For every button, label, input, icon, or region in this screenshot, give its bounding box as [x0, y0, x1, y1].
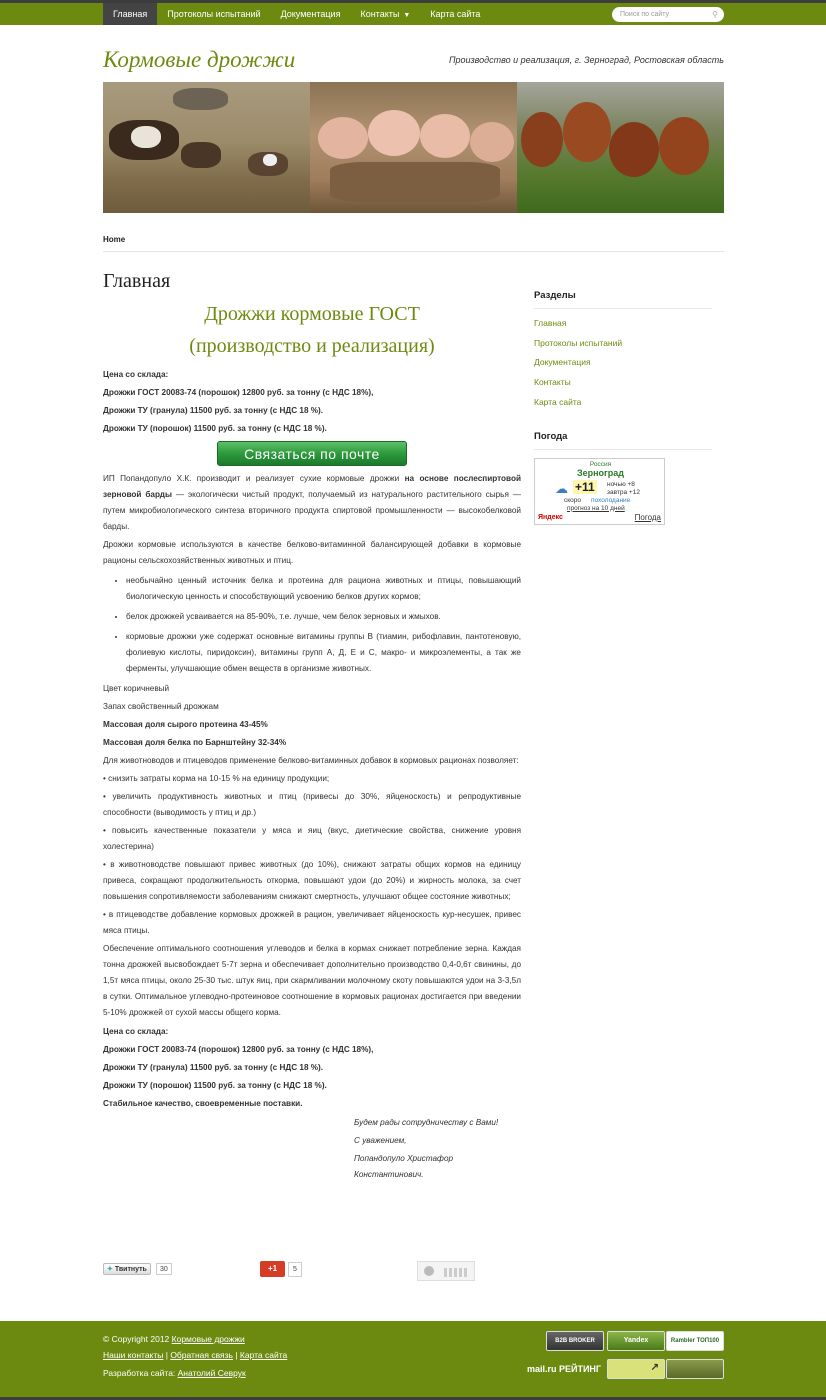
top-navigation-bar [0, 0, 826, 25]
price-gost-powder: Дрожжи ГОСТ 20083-74 (порошок) 12800 руб. за тонну (с НДС 18%), [103, 388, 374, 397]
chevron-down-icon: ▼ [403, 12, 411, 19]
price-tu-powder-2: Дрожжи ТУ (порошок) 11500 руб. за тонну (с НДС 18 %). [103, 1081, 327, 1090]
thumb-icon [424, 1266, 434, 1276]
weather-city: Зерноград [576, 467, 625, 478]
signature-line: С уважением, [354, 1136, 407, 1145]
developer-link[interactable]: Анатолий Севрук [177, 1368, 246, 1378]
weather-forecast-link[interactable]: прогноз на 10 дней [567, 504, 625, 512]
content-heading-line-2: (производство и реализация) [189, 335, 435, 357]
price-header-2: Цена со склада: [103, 1027, 169, 1036]
cows-photo [103, 82, 310, 213]
nav-item-contacts-label: Контакты [360, 9, 400, 19]
weather-soon: скоро [564, 496, 582, 504]
quality-statement: Стабильное качество, своевременные поставки. [103, 1099, 303, 1108]
smell-property: Запах свойственный дрожжам [103, 702, 219, 711]
liveinternet-counter[interactable] [607, 1359, 665, 1379]
nav-item-sitemap[interactable]: Карта сайта [430, 9, 481, 19]
contact-by-mail-button[interactable]: Связаться по почте [217, 441, 407, 466]
breadcrumb[interactable]: Home [103, 235, 126, 244]
weather-link[interactable]: Погода [634, 512, 661, 522]
rain-cloud-icon: ☁ [555, 480, 568, 496]
benefit-item: • снизить затраты корма на 10-15 % на единицу продукции; [103, 774, 330, 783]
benefit-item: • увеличить продуктивность животных и птиц (привесы до 30%, яйценоскость) и репродуктивные способности (выводимость у птиц и др.) [103, 792, 521, 817]
content-heading-line-1: Дрожжи кормовые ГОСТ [204, 303, 420, 325]
page-title: Главная [103, 270, 171, 292]
price-tu-powder: Дрожжи ТУ (порошок) 11500 руб. за тонну (с НДС 18 %). [103, 424, 327, 433]
protein-barnstein-property: Массовая доля белка по Барнштейну 32-34% [103, 738, 287, 747]
tweet-button[interactable] [103, 1263, 151, 1275]
sidebar-item-sitemap[interactable]: Карта сайта [534, 396, 582, 407]
footer-link-feedback[interactable]: Обратная связь [170, 1350, 233, 1360]
footer [0, 1321, 826, 1400]
sidebar-item-docs[interactable]: Документация [534, 357, 591, 368]
list-item: • необычайно ценный источник белка и протеина для рациона животных и птицы, повышающий биологическую ценность и способствующий усвоению белков других кормов; [126, 573, 521, 605]
footer-links [103, 1350, 287, 1360]
footer-link-sitemap[interactable]: Карта сайта [239, 1350, 288, 1360]
benefits-list [126, 573, 521, 677]
site-logo[interactable]: Кормовые дрожжи [103, 47, 296, 72]
list-item: • кормовые дрожжи уже содержат основные витамины группы В (тиамин, рибофлавин, пантотеновую, фолиевую кислоты, пиридоксин), витамины групп А, Д, Е и С, макро- и микроэлементы, а так же ферменты, улучшающие обмен веществ в организме животных. [126, 629, 521, 677]
bars-icon [444, 1268, 468, 1277]
chickens-photo [517, 82, 724, 213]
list-item: • белок дрожжей усваивается на 85-90%, т.е. лучше, чем белок зерновых и жмыхов. [126, 609, 521, 625]
protein-raw-property: Массовая доля сырого протеина 43-45% [103, 720, 268, 729]
price-tu-granule: Дрожжи ТУ (гранула) 11500 руб. за тонну (с НДС 18 %). [103, 406, 324, 415]
copyright [103, 1334, 245, 1344]
pigs-photo [310, 82, 517, 213]
copyright-text: © Copyright 2012 [103, 1334, 172, 1344]
nav-item-home[interactable]: Главная [103, 3, 157, 25]
tweet-count: 30 [156, 1263, 172, 1275]
google-plus-button[interactable]: +1 [260, 1261, 285, 1277]
site-tagline: Производство и реализация, г. Зерноград, Ростовская область [448, 55, 724, 65]
footer-separator: | [232, 1350, 240, 1360]
nav-item-protocols[interactable]: Протоколы испытаний [167, 9, 261, 19]
weather-tomorrow: завтра +12 [607, 488, 640, 496]
benefit-item: • в животноводстве повышают привес животных (до 10%), снижают затраты общих кормов на единицу привеса, сокращают продолжительность откорма, повышают удои (до 20%) и жирность молока, за счет повышения сопротивляемости заболеваниям снижают смертность, улучшают общее состояние животных; [103, 860, 521, 901]
search-icon[interactable]: ⚲ [712, 10, 718, 19]
weather-cooling: похолодание [591, 496, 631, 504]
benefit-item: • повысить качественные показатели у мяса и яиц (вкус, диетические свойства, снижение уровня холестерина) [103, 826, 521, 851]
sidebar [534, 290, 712, 525]
main-nav [103, 3, 490, 25]
sidebar-item-protocols[interactable]: Протоколы испытаний [534, 337, 623, 348]
weather-temp: +11 [575, 479, 595, 494]
arrow-icon: ↗ [650, 1362, 659, 1373]
sections-title: Разделы [534, 290, 712, 309]
sidebar-item-contacts[interactable]: Контакты [534, 377, 571, 388]
intro-paragraph [103, 471, 521, 535]
share-counter-widget[interactable] [417, 1261, 475, 1281]
google-plus-count: 5 [288, 1262, 302, 1277]
search-placeholder: Поиск по сайту [620, 11, 670, 18]
weather-widget[interactable] [534, 458, 665, 525]
tweet-label: Твитнуть [114, 1266, 147, 1273]
yandex-logo[interactable]: Яндекс [538, 513, 563, 521]
weather-country: Россия [589, 460, 612, 468]
nav-item-contacts[interactable] [350, 3, 420, 25]
signature-name: Попандопуло Христафор Константинович. [354, 1154, 454, 1179]
price-gost-powder-2: Дрожжи ГОСТ 20083-74 (порошок) 12800 руб. за тонну (с НДС 18%), [103, 1045, 374, 1054]
footer-separator: | [163, 1350, 171, 1360]
usage-paragraph: Дрожжи кормовые используются в качестве белково-витаминной балансирующей добавки в кормовые рационы сельскохозяйственных животных и птиц. [103, 540, 521, 565]
intro-text-c: — экологически чистый продукт, получаемый из натурального растительного сырья — путем микробиологического синтеза вторичного продукта спиртовой промышленности — высокобелковой барды. [103, 490, 521, 531]
stats-counter[interactable] [666, 1359, 724, 1379]
search-input[interactable] [612, 7, 724, 22]
header-banner-image [103, 82, 724, 213]
intro-text-bold: на основе послеспиртовой зерновой барды [103, 474, 521, 499]
mailru-rating-counter[interactable]: mail.ru РЕЙТИНГ [526, 1364, 602, 1374]
b2b-broker-counter[interactable]: B2B BROKER [546, 1331, 604, 1351]
twitter-icon: ✦ [107, 1266, 113, 1273]
breadcrumb-divider [103, 251, 724, 252]
signature-line: Будем рады сотрудничеству с Вами! [354, 1118, 499, 1127]
benefits-intro: Для животноводов и птицеводов применение белково-витаминных добавок в кормовых рационах позволяет: [103, 756, 519, 765]
footer-link-contacts[interactable]: Наши контакты [103, 1350, 164, 1360]
developer-label: Разработка сайта: [103, 1368, 178, 1378]
social-buttons [103, 1261, 724, 1283]
main-content [103, 270, 521, 1183]
yandex-rating-counter[interactable]: Yandex [607, 1331, 665, 1351]
intro-text-a: ИП Попандопуло Х.К. производит и реализует сухие кормовые дрожжи [103, 474, 405, 483]
color-property: Цвет коричневый [103, 684, 170, 693]
price-header: Цена со склада: [103, 370, 169, 379]
developer-credit [103, 1368, 246, 1378]
weather-night: ночью +8 [607, 480, 635, 488]
rambler-top100-counter[interactable]: Rambler ТОП100 [666, 1331, 724, 1351]
benefit-item: • в птицеводстве добавление кормовых дрожжей в рацион, увеличивает яйценоскость кур-несушек, привес мяса птицы. [103, 910, 521, 935]
price-tu-granule-2: Дрожжи ТУ (гранула) 11500 руб. за тонну (с НДС 18 %). [103, 1063, 324, 1072]
copyright-link[interactable]: Кормовые дрожжи [171, 1334, 245, 1344]
optimal-paragraph: Обеспечение оптимального соотношения углеводов и белка в кормах снижает потребление зерна. Каждая тонна дрожжей высвобождает 5-7т зерна и обеспечивает дополнительно производство 0,4-0,6т свинины, до 1,5т мяса птицы, около 25-30 тыс. штук яиц, при скармливании молочному скоту повышаются удои на 3-3,5л в сутки. Оптимальное углеводно-протеиновое соотношение в кормовых рационах достигается при введении 5-10% дрожжей от сухой массы общего корма. [103, 944, 521, 1017]
weather-title: Погода [534, 431, 712, 450]
sidebar-item-home[interactable]: Главная [534, 318, 567, 328]
nav-item-docs[interactable]: Документация [280, 9, 341, 19]
